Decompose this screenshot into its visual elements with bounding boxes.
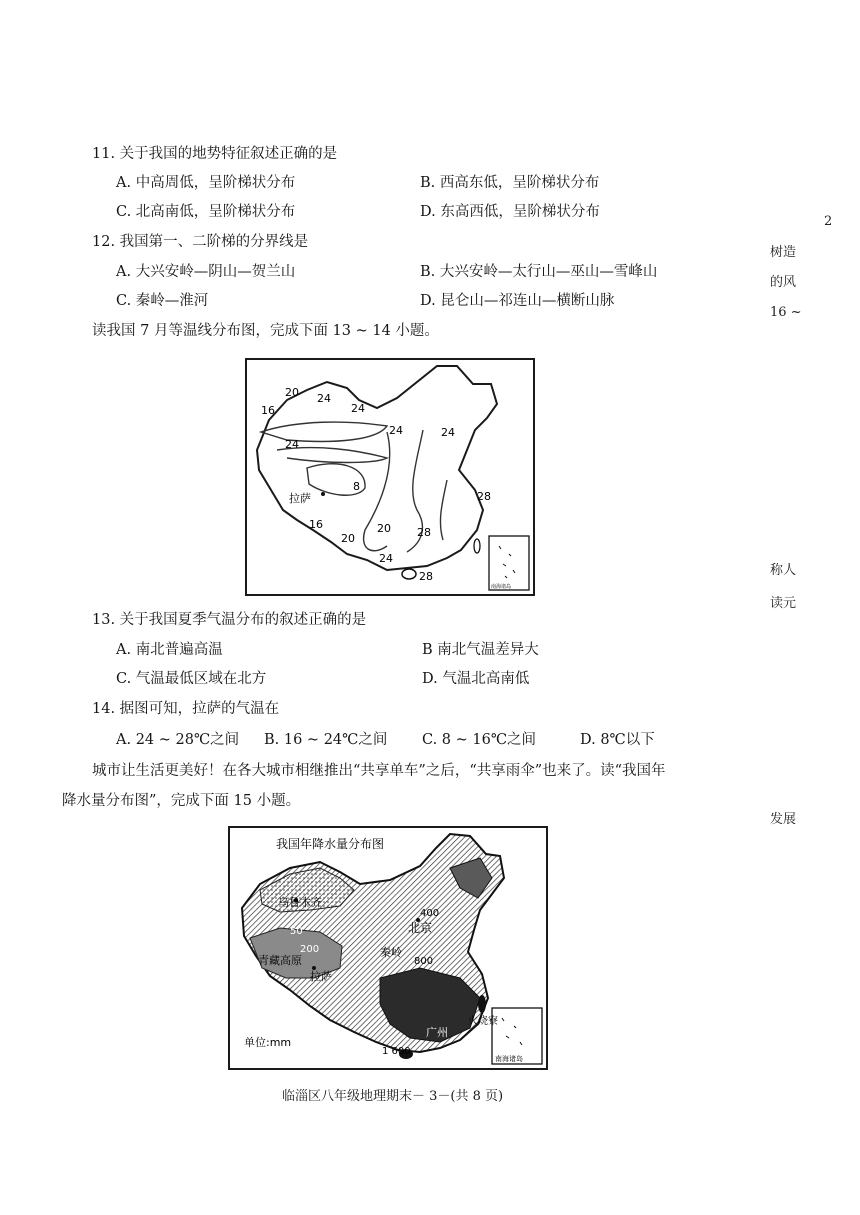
- intro-13-14: 读我国 7 月等温线分布图，完成下面 13 ~ 14 小题。: [92, 323, 439, 339]
- q12-option-d: D. 昆仑山—祁连山—横断山脉: [420, 293, 615, 309]
- precipitation-map: [228, 826, 548, 1070]
- precipitation-map-drawing: [230, 828, 546, 1068]
- q13-option-a: A. 南北普遍高温: [116, 642, 223, 658]
- q12-stem: 12. 我国第一、二阶梯的分界线是: [92, 234, 309, 250]
- q12-option-c: C. 秦岭—淮河: [116, 293, 209, 309]
- iso-label: 24: [351, 402, 365, 415]
- q13-option-c: C. 气温最低区域在北方: [116, 671, 267, 687]
- q14-option-a: A. 24 ~ 28℃之间: [116, 732, 240, 748]
- q11-option-d: D. 东高西低，呈阶梯状分布: [420, 204, 600, 220]
- q14-stem: 14. 据图可知，拉萨的气温在: [92, 701, 280, 717]
- q11-stem: 11. 关于我国的地势特征叙述正确的是: [92, 146, 338, 162]
- q11-option-a: A. 中高周低，呈阶梯状分布: [116, 175, 296, 191]
- region-label-qingzang: 青藏高原: [258, 954, 302, 967]
- iso-label: 24: [379, 552, 393, 565]
- q14-option-d: D. 8℃以下: [580, 732, 655, 748]
- q13-option-d: D. 气温北高南低: [422, 671, 530, 687]
- isohyet-label: 50: [290, 926, 303, 937]
- city-label-beijing: 北京: [408, 921, 433, 935]
- iso-label: 24: [285, 438, 299, 451]
- q11-option-b: B. 西高东低，呈阶梯状分布: [420, 175, 600, 191]
- mountain-label-qinling: 秦岭: [380, 946, 402, 959]
- margin-fragment: 2: [824, 214, 833, 229]
- q11-option-c: C. 北高南低，呈阶梯状分布: [116, 204, 296, 220]
- city-label-urumqi: 乌鲁木齐: [278, 896, 322, 909]
- map-title: 我国年降水量分布图: [276, 837, 385, 851]
- margin-fragment: 读元: [770, 596, 797, 611]
- isohyet-label: 400: [420, 908, 440, 919]
- margin-fragment: 称人: [770, 563, 797, 578]
- unit-label: 单位:mm: [244, 1036, 292, 1049]
- iso-label: 16: [261, 404, 275, 417]
- iso-label: 20: [285, 386, 299, 399]
- q13-option-b: B 南北气温差异大: [422, 642, 539, 658]
- q13-stem: 13. 关于我国夏季气温分布的叙述正确的是: [92, 612, 367, 628]
- intro-15-line2: 降水量分布图”，完成下面 15 小题。: [62, 793, 301, 809]
- city-label-lhasa: 拉萨: [310, 970, 332, 983]
- isohyet-label: 1 600: [382, 1046, 411, 1057]
- iso-label: 24: [389, 424, 403, 437]
- iso-label: 20: [377, 522, 391, 535]
- iso-label: 24: [441, 426, 455, 439]
- q12-option-b: B. 大兴安岭—太行山—巫山—雪峰山: [420, 264, 658, 280]
- q14-option-b: B. 16 ~ 24℃之间: [264, 732, 388, 748]
- q14-option-c: C. 8 ~ 16℃之间: [422, 732, 537, 748]
- iso-label: 20: [341, 532, 355, 545]
- place-label-huoshaoliao: 火烧寮: [468, 1016, 498, 1027]
- isohyet-label: 800: [414, 956, 434, 967]
- iso-label: 8: [353, 480, 360, 493]
- margin-fragment: 树造: [770, 245, 797, 260]
- iso-label: 24: [317, 392, 331, 405]
- isotherm-map-drawing: [247, 360, 533, 594]
- isohyet-label: 200: [300, 944, 320, 955]
- iso-label: 28: [417, 526, 431, 539]
- inset-caption: 南海诸岛: [491, 584, 512, 590]
- july-isotherm-map: [245, 358, 535, 596]
- city-label-guangzhou: 广州: [426, 1026, 448, 1039]
- iso-label: 16: [309, 518, 323, 531]
- lhasa-label: 拉萨: [289, 492, 311, 505]
- page-footer: 临淄区八年级地理期末－ 3－(共 8 页): [282, 1089, 504, 1104]
- margin-fragment: 16 ~: [770, 305, 802, 320]
- margin-fragment: 的风: [770, 275, 797, 290]
- margin-fragment: 发展: [770, 812, 797, 827]
- q12-option-a: A. 大兴安岭—阴山—贺兰山: [116, 264, 296, 280]
- iso-label: 28: [477, 490, 491, 503]
- iso-label: 28: [419, 570, 433, 583]
- inset-caption: 南海诸岛: [495, 1055, 523, 1063]
- intro-15-line1: 城市让生活更美好！在各大城市相继推出“共享单车”之后，“共享雨伞”也来了。读“我国年: [92, 763, 666, 779]
